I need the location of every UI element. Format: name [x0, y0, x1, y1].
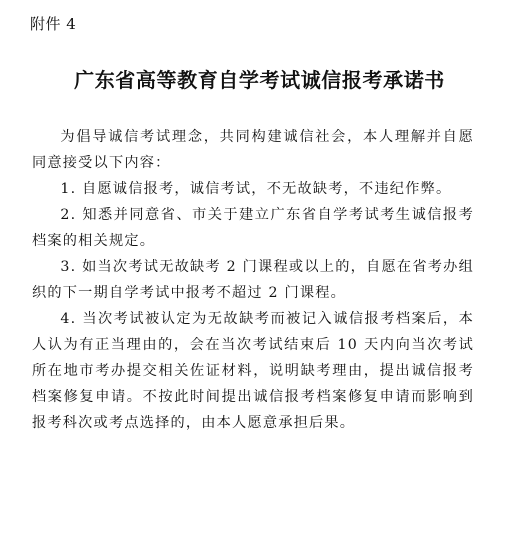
- item-4-paragraph: 4. 当次考试被认定为无故缺考而被记入诚信报考档案后，本人认为有正当理由的，会在当次考试结束后 10 天内向当次考试所在地市考办提交相关佐证材料，说明缺考理由，提出诚信报考档案修复申请。不按此时间提出诚信报考档案修复申请而影响到报考科次或考点选择的，由本人愿意承担后果。: [32, 311, 474, 431]
- item-3-paragraph: 3. 如当次考试无故缺考 2 门课程或以上的，自愿在省考办组织的下一期自学考试中报考不超过 2 门课程。: [32, 259, 474, 301]
- attachment-label: 附件 4: [30, 15, 77, 33]
- document-body: [32, 124, 474, 436]
- item-1-paragraph: 1. 自愿诚信报考，诚信考试，不无故缺考，不违纪作弊。: [60, 181, 452, 197]
- document-title: 广东省高等教育自学考试诚信报考承诺书: [74, 68, 445, 92]
- item-2-paragraph: 2. 知悉并同意省、市关于建立广东省自学考试考生诚信报考档案的相关规定。: [32, 207, 474, 249]
- intro-paragraph: 为倡导诚信考试理念，共同构建诚信社会，本人理解并自愿同意接受以下内容：: [32, 129, 474, 171]
